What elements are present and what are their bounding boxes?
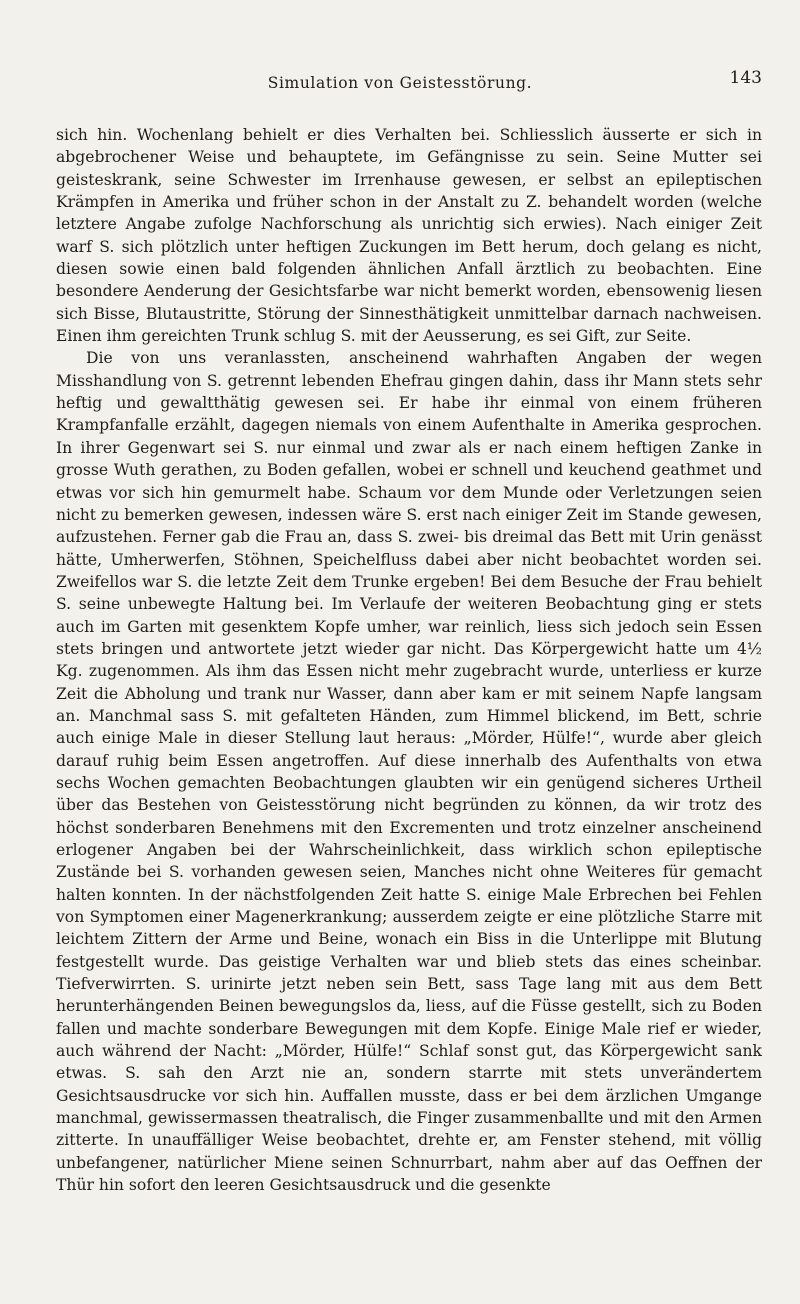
paragraph-1: sich hin. Wochenlang behielt er dies Verhalten bei. Schliesslich äusserte er sich in abgebrochener Weise und behauptete, im Gefängnisse zu sein. Seine Mutter sei geisteskrank, seine Schwester im Irrenhause gewesen, er selbst an epileptischen Krämpfen in Amerika und früher schon in der Anstalt zu Z. behandelt worden (welche letztere Angabe zufolge Nachforschung als unrichtig sich erwies). Nach einiger Zeit warf S. sich plötzlich unter heftigen Zuckungen im Bett herum, doch gelang es nicht, diesen sowie einen bald folgenden ähnlichen Anfall ärztlich zu beobachten. Eine besondere Aenderung der Gesichtsfarbe war nicht bemerkt worden, ebensowenig liesen sich Bisse, Blutaustritte, Störung der Sinnesthätigkeit unmittelbar darnach nachweisen. Einen ihm gereichten Trunk schlug S. mit der Aeusserung, es sei Gift, zur Seite. [56, 126, 762, 346]
running-title: Simulation von Geistesstörung. [267, 74, 533, 92]
page-number: 143 [729, 68, 762, 88]
page-header [0, 68, 800, 96]
paragraph-2: Die von uns veranlassten, anscheinend wahrhaften Angaben der wegen Misshandlung von S. getrennt lebenden Ehefrau gingen dahin, dass ihr Mann stets sehr heftig und gewaltthätig gewesen sei. Er habe ihr einmal von einem früheren Krampfanfalle erzählt, dagegen niemals von einem Aufenthalte in Amerika gesprochen. In ihrer Gegenwart sei S. nur einmal und zwar als er nach einem heftigen Zanke in grosse Wuth gerathen, zu Boden gefallen, wobei er schnell und keuchend geathmet und etwas vor sich hin gemurmelt habe. Schaum vor dem Munde oder Verletzungen seien nicht zu bemerken gewesen, indessen wäre S. erst nach einiger Zeit im Stande gewesen, aufzustehen. Ferner gab die Frau an, dass S. zwei- bis dreimal das Bett mit Urin genässt hätte, Umherwerfen, Stöhnen, Speichelfluss dabei aber nicht beobachtet worden sei. Zweifellos war S. die letzte Zeit dem Trunke ergeben! Bei dem Besuche der Frau behielt S. seine unbewegte Haltung bei. Im Verlaufe der weiteren Beobachtung ging er stets auch im Garten mit gesenktem Kopfe umher, war reinlich, liess sich jedoch sein Essen stets bringen und antwortete jetzt wieder gar nicht. Das Körpergewicht hatte um 4½ Kg. zugenommen. Als ihm das Essen nicht mehr zugebracht wurde, unterliess er kurze Zeit die Abholung und trank nur Wasser, dann aber kam er mit seinem Napfe langsam an. Manchmal sass S. mit gefalteten Händen, zum Himmel blickend, im Bett, schrie auch einige Male in dieser Stellung laut heraus: „Mörder, Hülfe!“, wurde aber gleich darauf ruhig beim Essen angetroffen. Auf diese innerhalb des Aufenthalts von etwa sechs Wochen gemachten Beobachtungen glaubten wir ein genügend sicheres Urtheil über das Bestehen von Geistesstörung nicht begründen zu können, da wir trotz des höchst sonderbaren Benehmens mit den Excrementen und trotz einzelner anscheinend erlogener Angaben bei der Wahrscheinlichkeit, dass wirklich schon epileptische Zustände bei S. vorhanden gewesen seien, Manches nicht ohne Weiteres für gemacht halten konnten. In der nächstfolgenden Zeit hatte S. einige Male Erbrechen bei Fehlen von Symptomen einer Magenerkrankung; ausserdem zeigte er eine plötzliche Starre mit leichtem Zittern der Arme und Beine, wonach ein Biss in die Unterlippe mit Blutung festgestellt wurde. Das geistige Verhalten war und blieb stets das eines scheinbar. Tiefverwirrten. S. urinirte jetzt neben sein Bett, sass Tage lang mit aus dem Bett herunterhängenden Beinen bewegungslos da, liess, auf die Füsse gestellt, sich zu Boden fallen und machte sonderbare Bewegungen mit dem Kopfe. Einige Male rief er wieder, auch während der Nacht: „Mörder, Hülfe!“ Schlaf sonst gut, das Körpergewicht sank etwas. S. sah den Arzt nie an, sondern starrte mit stets unverändertem Gesichtsausdrucke vor sich hin. Auffallen musste, dass er bei dem ärzlichen Umgange manchmal, gewissermassen theatralisch, die Finger zusammenballte und mit den Armen zitterte. In unauffälliger Weise beobachtet, drehte er, am Fenster stehend, mit völlig unbefangener, natürlicher Miene seinen Schnurrbart, nahm aber auf das Oeffnen der Thür hin sofort den leeren Gesichtsausdruck und die gesenkte [56, 349, 762, 1195]
body-text [56, 124, 762, 1197]
